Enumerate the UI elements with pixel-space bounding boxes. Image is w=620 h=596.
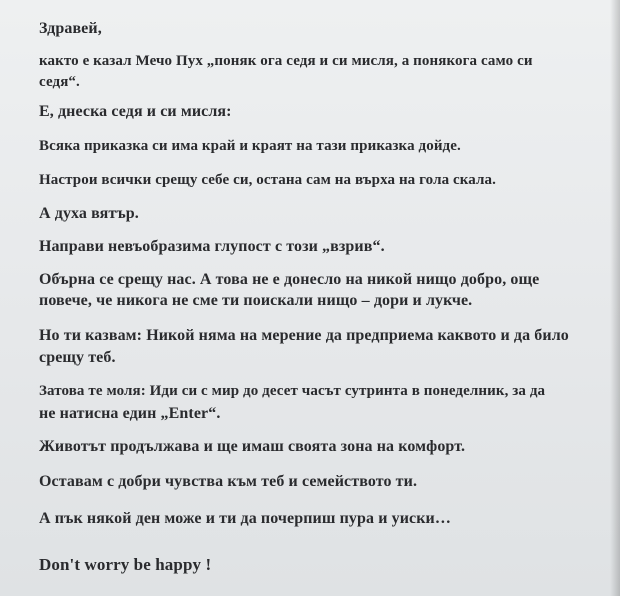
paragraph-6: Направи невъобразима глупост с този „взрив“. <box>39 238 385 255</box>
paragraph-12: А пък някой ден може и ти да почерпиш пура и уиски… <box>39 510 451 527</box>
paragraph-1-line-2: седя“. <box>39 74 80 90</box>
paragraph-11: Оставам с добри чувства към теб и семейството ти. <box>39 473 418 490</box>
page-edge-shadow <box>610 0 620 596</box>
paragraph-2: Е, днеска седя и си мисля: <box>39 103 232 120</box>
paragraph-10: Животът продължава и ще имаш своята зона на комфорт. <box>39 438 466 455</box>
paragraph-8-line-2: срещу теб. <box>39 349 116 366</box>
paragraph-9-line-1: Затова те моля: Иди си с мир до десет часът сутринта в понеделник, за да <box>39 383 546 399</box>
paragraph-1-line-1: както е казал Мечо Пух „поняк ога седя и си мисля, а понякога само си <box>39 53 533 69</box>
greeting: Здравей, <box>39 20 102 37</box>
paragraph-7-line-1: Обърна се срещу нас. А това не е донесло на никой нищо добро, още <box>39 271 540 288</box>
paragraph-9-line-2: не натисна един „Enter“. <box>39 405 221 422</box>
paragraph-8-line-1: Но ти казвам: Никой няма на мерение да предприема каквото и да било <box>39 327 569 344</box>
paragraph-4: Настрои всички срещу себе си, остана сам на върха на гола скала. <box>39 172 497 188</box>
paragraph-5: А духа вятър. <box>39 205 139 222</box>
paragraph-7-line-2: повече, че никога не сме ти поискали нищо – дори и лукче. <box>39 292 473 309</box>
closing-line: Don't worry be happy ! <box>39 555 212 574</box>
paragraph-3: Всяка приказка си има край и краят на тази приказка дойде. <box>39 138 461 154</box>
